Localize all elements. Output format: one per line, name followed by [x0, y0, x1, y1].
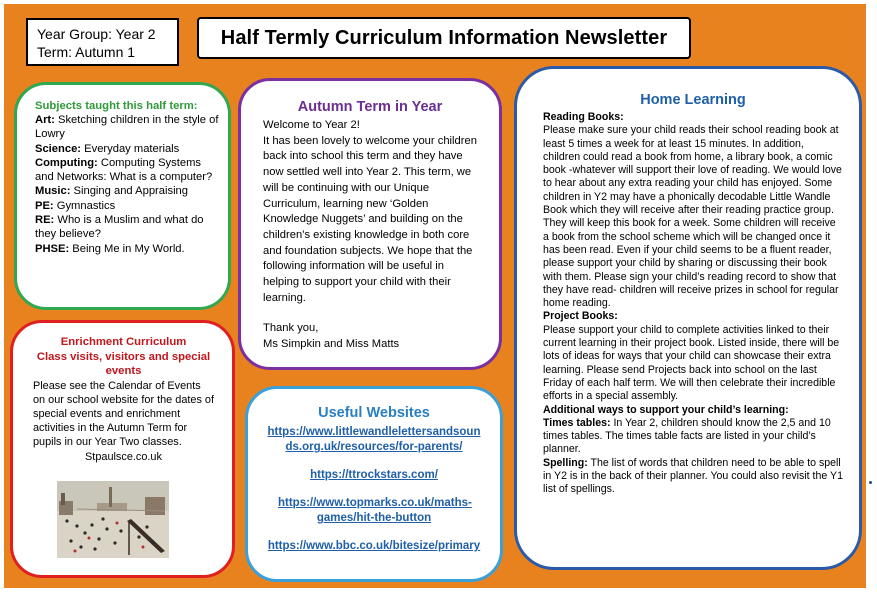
subject-name: RE:	[35, 214, 55, 227]
subject-name: Computing:	[35, 156, 98, 169]
autumn-body: It has been lovely to welcome your children back into school this term and they have now settled well into Year 2. This term, we will be continuing with our Unique Curriculum, learning new ‘Golden Knowledge Nuggets’ and building on the children’s existing knowledge in both core and foundation subjects. We hope that the following information will be useful in helping to support your child with their learning.	[263, 134, 477, 304]
subject-description: Who is a Muslim and what do they believe?	[35, 214, 204, 241]
subject-item-science	[35, 142, 220, 156]
website-link-ttrockstars[interactable]: https://ttrockstars.com/	[310, 469, 438, 481]
spelling-label: Spelling:	[543, 456, 588, 469]
subject-list	[35, 113, 220, 256]
subject-item-re	[35, 213, 220, 242]
enrichment-body: Please see the Calendar of Events on our school website for the dates of special events and enrichment activities in the Autumn Term for pupils in our Year Two classes.	[33, 379, 215, 449]
useful-websites-panel	[245, 386, 503, 582]
term-label: Term: Autumn 1	[37, 44, 136, 60]
year-group-box	[26, 18, 179, 66]
subjects-panel	[14, 82, 231, 310]
enrichment-title: Enrichment Curriculum	[60, 336, 187, 348]
autumn-title: Autumn Term in Year	[297, 99, 443, 115]
subject-item-art	[35, 113, 220, 142]
subject-name: PHSE:	[35, 242, 70, 255]
subject-name: Art:	[35, 114, 55, 126]
subjects-title: Subjects taught this half term:	[35, 100, 198, 112]
times-tables-text: In Year 2, children should know the 2,5 and 10 times tables. The times table facts are listed in your child’s planner.	[543, 416, 831, 456]
spelling-item	[543, 457, 843, 497]
project-books-heading: Project Books:	[543, 310, 618, 323]
autumn-signature: Ms Simpkin and Miss Matts	[263, 338, 400, 351]
subject-item-music	[35, 184, 220, 198]
autumn-greeting: Welcome to Year 2!	[263, 119, 360, 131]
autumn-thanks: Thank you,	[263, 322, 319, 335]
spelling-text: The list of words that children need to be able to spell in Y2 is in the back of their planner. You could also revisit the Y1 list of spellings.	[543, 456, 843, 496]
subject-item-computing	[35, 156, 220, 185]
subject-name: Science:	[35, 142, 82, 155]
subject-name: PE:	[35, 199, 54, 212]
enrichment-subtitle: Class visits, visitors and special events	[36, 350, 211, 377]
autumn-term-panel	[238, 78, 502, 370]
home-learning-title: Home Learning	[640, 92, 746, 108]
subject-description: Computing Systems and Networks: What is a computer?	[35, 156, 213, 184]
website-link-topmarks[interactable]: https://www.topmarks.co.uk/maths-games/hit-the-button	[278, 497, 472, 524]
subject-description: Everyday materials	[81, 142, 180, 155]
page-title: Half Termly Curriculum Information Newsletter	[220, 26, 668, 49]
stray-dot	[869, 481, 872, 484]
subject-description: Sketching children in the style of Lowry	[35, 114, 219, 141]
times-tables-item	[543, 417, 843, 457]
reading-books-heading: Reading Books:	[543, 111, 624, 123]
additional-support-heading: Additional ways to support your child’s learning:	[543, 403, 789, 416]
subject-name: Music:	[35, 185, 71, 198]
subject-description: Gymnastics	[53, 199, 116, 212]
home-learning-panel	[514, 66, 862, 570]
lowry-painting-image	[57, 481, 169, 558]
website-link-little-wandle[interactable]: https://www.littlewandlelettersandsounds.org.uk/resources/for-parents/	[267, 426, 481, 453]
enrichment-website: Stpaulsce.co.uk	[85, 450, 162, 463]
subject-description: Singing and Appraising	[70, 185, 188, 198]
website-link-bbc-bitesize[interactable]: https://www.bbc.co.uk/bitesize/primary	[267, 540, 481, 552]
subject-item-pe	[35, 199, 220, 213]
websites-title: Useful Websites	[318, 405, 430, 421]
project-books-body: Please support your child to complete activities linked to their current learning in their project book. Listed inside, there will be lots of ideas for ways that your child can showcase their extra learning. Please send Projects back into school on the last Friday of each half term. We will then celebrate their incredible efforts in a special assembly.	[543, 323, 840, 403]
subject-item-phse	[35, 242, 220, 256]
reading-books-body: Please make sure your child reads their school reading book at least 5 times a week for at least 15 minutes. In addition, children could read a book from home, a library book, a comic book -whatever will support their love of reading. We would love to hear about any extra reading your child has enjoyed. Some children in Y2 may have a phonically decodable Little Wandle Book which they will receive after their reading practice group. They will keep this book for a week. Some children will receive a book from the school scheme which will be changed once it has been read. Even if your child seems to be a fluent reader, please support your child by sharing or discussing their book with them. Please sign your child’s reading record to show that they have read- children will receive prizes in school for regular home reading.	[543, 124, 842, 310]
subject-description: Being Me in My World.	[69, 242, 185, 255]
newsletter-title-box	[197, 17, 691, 59]
times-tables-label: Times tables:	[543, 416, 611, 429]
year-group-label: Year Group: Year 2	[37, 26, 156, 42]
